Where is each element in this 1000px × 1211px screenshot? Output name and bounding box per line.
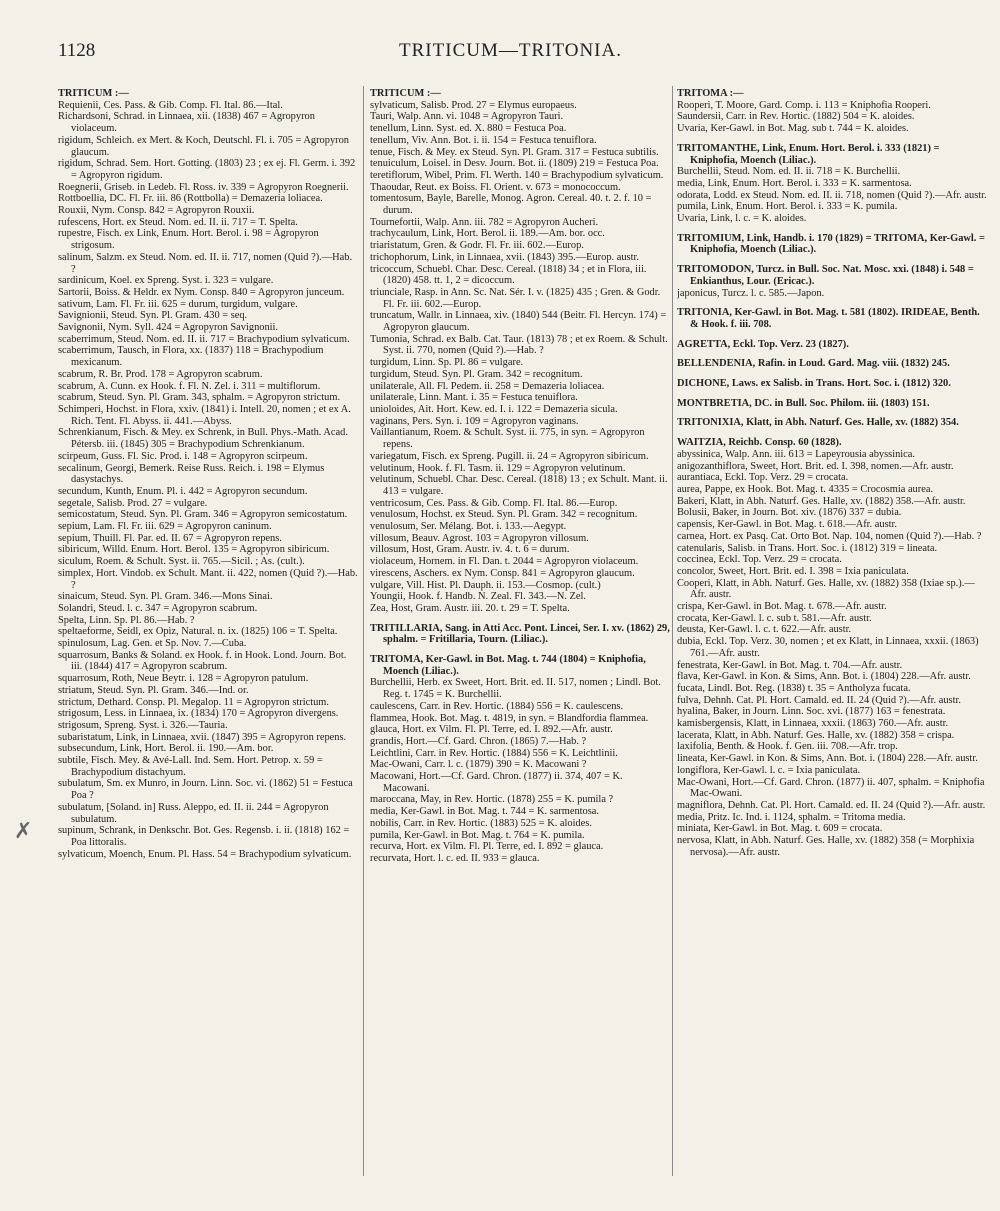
genus-heading: TRITONIA, Ker-Gawl. in Bot. Mag. t. 581 (1802). IRIDEAE, Benth. & Hook. f. iii. 708. xyxy=(677,307,980,330)
index-entry: Saundersii, Carr. in Rev. Hortic. (1882) 504 = K. aloides. xyxy=(677,111,915,123)
index-entry: secundum, Kunth, Enum. Pl. i. 442 = Agropyron secundum. xyxy=(58,485,308,497)
index-entry: strictum, Dethard. Consp. Pl. Megalop. 11 = Agropyron strictum. xyxy=(58,696,329,708)
index-entry: fenestrata, Ker-Gawl. in Bot. Mag. t. 704.—Afr. austr. xyxy=(677,659,903,671)
genus-heading: TRITICUM :— xyxy=(370,88,441,99)
column-right xyxy=(677,88,989,1168)
index-entry: Rottboellia, DC. Fl. Fr. iii. 86 (Rottbolla) = Demazeria loliacea. xyxy=(58,193,323,205)
index-entry: unilaterale, All. Fl. Pedem. ii. 258 = Demazeria loliacea. xyxy=(370,380,605,392)
index-entry: salinum, Salzm. ex Steud. Nom. ed. II. ii. 717, nomen (Quid ?).—Hab. ? xyxy=(58,251,353,275)
index-entry: pumila, Ker-Gawl. in Bot. Mag. t. 764 = K. pumila. xyxy=(370,829,585,841)
index-entry: coccinea, Eckl. Top. Verz. 29 = crocata. xyxy=(677,554,842,566)
index-entry: pumila, Link, Enum. Hort. Berol. i. 333 = K. pumila. xyxy=(677,201,898,213)
index-entry: Spelta, Linn. Sp. Pl. 86.—Hab. ? xyxy=(58,614,195,626)
index-entry: rufescens, Hort. ex Steud. Nom. ed. II. ii. 717 = T. Spelta. xyxy=(58,216,298,228)
index-entry: Mac-Owani, Carr. l. c. (1879) 390 = K. Macowani ? xyxy=(370,759,587,771)
index-entry: rupestre, Fisch. ex Link, Enum. Hort. Berol. i. 98 = Agropyron strigosum. xyxy=(58,228,319,252)
index-entry: nobilis, Carr. in Rev. Hortic. (1883) 525 = K. aloides. xyxy=(370,817,592,829)
index-entry: trachycaulum, Link, Hort. Berol. ii. 189.—Am. bor. occ. xyxy=(370,228,605,240)
index-entry: miniata, Ker-Gawl. in Bot. Mag. t. 609 = crocata. xyxy=(677,823,883,835)
index-entry: scirpeum, Guss. Fl. Sic. Prod. i. 148 = Agropyron scirpeum. xyxy=(58,450,308,462)
index-entry: Tournefortii, Walp. Ann. iii. 782 = Agropyron Aucheri. xyxy=(370,216,599,228)
index-entry: squarrosum, Roth, Neue Beytr. i. 128 = Agropyron patulum. xyxy=(58,673,309,685)
index-entry: odorata, Lodd. ex Steud. Nom. ed. II. ii. 718, nomen (Quid ?).—Afr. austr. xyxy=(677,189,987,201)
index-entry: magniflora, Dehnh. Cat. Pl. Hort. Camald. ed. II. 24 (Quid ?).—Afr. austr. xyxy=(677,799,986,811)
index-entry: deusta, Ker-Gawl. l. c. t. 622.—Afr. austr. xyxy=(677,624,852,636)
index-entry: trichophorum, Link, in Linnaea, xvii. (1843) 395.—Europ. austr. xyxy=(370,251,639,263)
index-entry: Solandri, Steud. l. c. 347 = Agropyron scabrum. xyxy=(58,602,258,614)
index-entry: venulosum, Hochst. ex Steud. Syn. Pl. Gram. 342 = recognitum. xyxy=(370,509,638,521)
index-entry: sardinicum, Koel. ex Spreng. Syst. i. 323 = vulgare. xyxy=(58,275,274,287)
index-entry: Bolusii, Baker, in Journ. Bot. xiv. (1876) 337 = dubia. xyxy=(677,507,902,519)
index-entry: Vaillantianum, Roem. & Schult. Syst. ii. 775, in syn. = Agropyron repens. xyxy=(370,427,645,451)
index-entry: media, Ker-Gawl. in Bot. Mag. t. 744 = K. sarmentosa. xyxy=(370,806,600,818)
index-entry: Tauri, Walp. Ann. vi. 1048 = Agropyron Tauri. xyxy=(370,111,564,123)
index-entry: velutinum, Schuebl. Char. Desc. Cereal. (1818) 13 ; ex Schult. Mant. ii. 413 = vulgare. xyxy=(370,474,668,497)
index-entry: abyssinica, Walp. Ann. iii. 613 = Lapeyrousia abyssinica. xyxy=(677,448,915,460)
index-entry: strigosum, Less. in Linnaea, ix. (1834) 170 = Agropyron divergens. xyxy=(58,708,339,720)
index-entry: tenellum, Linn. Syst. ed. X. 880 = Festuca Poa. xyxy=(370,123,567,135)
index-entry: Macowani, Hort.—Cf. Gard. Chron. (1877) ii. 374, 407 = K. Macowani. xyxy=(370,771,623,794)
index-entry: scabrum, Steud. Syn. Pl. Gram. 343, sphalm. = Agropyron strictum. xyxy=(58,392,341,404)
index-entry: sepium, Thuill. Fl. Par. ed. II. 67 = Agropyron repens. xyxy=(58,532,282,544)
index-entry: violaceum, Hornem. in Fl. Dan. t. 2044 = Agropyron violaceum. xyxy=(370,556,639,568)
index-entry: crocata, Ker-Gawl. l. c. sub t. 581.—Afr. austr. xyxy=(677,612,872,624)
index-entry: tenuiculum, Loisel. in Desv. Journ. Bot. ii. (1809) 219 = Festuca Poa. xyxy=(370,158,659,170)
index-entry: Zea, Host, Gram. Austr. iii. 20. t. 29 = T. Spelta. xyxy=(370,602,570,614)
index-entry: Burchellii, Steud. Nom. ed. II. ii. 718 = K. Burchellii. xyxy=(677,166,901,178)
index-entry: sylvaticum, Moench, Enum. Pl. Hass. 54 = Brachypodium sylvaticum. xyxy=(58,848,352,860)
index-entry: triunciale, Rasp. in Ann. Sc. Nat. Sér. I. v. (1825) 435 ; Gren. & Godr. Fl. Fr. iii. 602.—Europ. xyxy=(370,286,661,310)
index-entry: Bakeri, Klatt, in Abh. Naturf. Ges. Halle, xv. (1882) 358.—Afr. austr. xyxy=(677,495,966,507)
index-entry: Roegnerii, Griseb. in Ledeb. Fl. Ross. iv. 339 = Agropyron Roegnerii. xyxy=(58,181,349,193)
index-entry: rigidum, Schleich. ex Mert. & Koch, Deutschl. Fl. i. 705 = Agropyron glaucum. xyxy=(58,134,349,158)
index-entry: tricoccum, Schuebl. Char. Desc. Cereal. (1818) 34 ; et in Flora, iii. (1820) 458. tt. 1, 2 = dicoccum. xyxy=(370,263,647,287)
index-entry: Cooperi, Klatt, in Abh. Naturf. Ges. Halle, xv. (1882) 358 (Ixiae sp.).—Afr. austr. xyxy=(677,577,975,601)
index-entry: media, Pritz. Ic. Ind. i. 1124, sphalm. = Tritoma media. xyxy=(677,811,906,823)
index-entry: recurva, Hort. ex Vilm. Fl. Pl. Terre, ed. I. 892 = glauca. xyxy=(370,841,604,853)
index-entry: concolor, Sweet, Hort. Brit. ed. I. 398 = Ixia paniculata. xyxy=(677,565,909,577)
genus-heading: TRITOMANTHE, Link, Enum. Hort. Berol. i. 333 (1821) = Kniphofia, Moench (Liliac.). xyxy=(677,142,940,166)
index-entry: speltaeforme, Seidl, ex Opiz, Natural. n. ix. (1825) 106 = T. Spelta. xyxy=(58,626,338,638)
index-entry: Mac-Owani, Hort.—Cf. Gard. Chron. (1877) ii. 407, sphalm. = Kniphofia Mac-Owani. xyxy=(677,776,985,800)
index-entry: villosum, Host, Gram. Austr. iv. 4. t. 6 = durum. xyxy=(370,544,570,556)
index-entry: secalinum, Georgi, Bemerk. Reise Russ. Reich. i. 198 = Elymus dasystachys. xyxy=(58,462,325,486)
column-divider xyxy=(672,86,673,1176)
index-entry: Savignonii, Nym. Syll. 424 = Agropyron Savignonii. xyxy=(58,322,279,334)
index-entry: Thaoudar, Reut. ex Boiss. Fl. Orient. v. 673 = monococcum. xyxy=(370,181,621,193)
index-entry: lacerata, Klatt, in Abh. Naturf. Ges. Halle, xv. (1882) 358 = crispa. xyxy=(677,729,955,741)
index-entry: Requienii, Ces. Pass. & Gib. Comp. Fl. Ital. 86.—Ital. xyxy=(58,99,283,111)
index-entry: semicostatum, Steud. Syn. Pl. Gram. 346 = Agropyron semicostatum. xyxy=(58,509,348,521)
index-entry: longiflora, Ker-Gawl. l. c. = Ixia paniculata. xyxy=(677,764,861,776)
index-entry: caulescens, Carr. in Rev. Hortic. (1884) 556 = K. caulescens. xyxy=(370,700,624,712)
index-entry: venulosum, Ser. Mélang. Bot. i. 133.—Aegypt. xyxy=(370,521,567,533)
index-entry: Burchellii, Herb. ex Sweet, Hort. Brit. ed. II. 517, nomen ; Lindl. Bot. Reg. t. 1745 = K. Burchellii. xyxy=(370,677,661,701)
genus-heading: TRITONIXIA, Klatt, in Abh. Naturf. Ges. Halle, xv. (1882) 354. xyxy=(677,417,959,429)
index-entry: subaristatum, Link, in Linnaea, xvii. (1847) 395 = Agropyron repens. xyxy=(58,731,347,743)
index-entry: turgidum, Linn. Sp. Pl. 86 = vulgare. xyxy=(370,357,524,369)
genus-heading: TRITICUM :— xyxy=(58,88,129,99)
index-entry: Richardsoni, Schrad. in Linnaea, xii. (1838) 467 = Agropyron violaceum. xyxy=(58,111,315,135)
index-entry: crispa, Ker-Gawl. in Bot. Mag. t. 678.—Afr. austr. xyxy=(677,601,887,613)
index-entry: villosum, Beauv. Agrost. 103 = Agropyron villosum. xyxy=(370,532,589,544)
margin-mark: ✗ xyxy=(14,818,33,843)
index-entry: aurantiaca, Eckl. Top. Verz. 29 = crocata. xyxy=(677,472,849,484)
index-entry: scaberrimum, Steud. Nom. ed. II. ii. 717 = Brachypodium sylvaticum. xyxy=(58,333,350,345)
column-left xyxy=(58,88,358,1168)
index-entry: Tumonia, Schrad. ex Balb. Cat. Taur. (1813) 78 ; et ex Roem. & Schult. Syst. ii. 770, nomen (Quid ?).—Hab. ? xyxy=(370,333,668,357)
genus-heading: MONTBRETIA, DC. in Bull. Soc. Philom. iii. (1803) 151. xyxy=(677,397,930,409)
index-entry: japonicus, Turcz. l. c. 585.—Japon. xyxy=(677,287,825,299)
index-entry: velutinum, Hook. f. Fl. Tasm. ii. 129 = Agropyron velutinum. xyxy=(370,462,626,474)
index-entry: squarrosum, Banks & Soland. ex Hook. f. in Hook. Lond. Journ. Bot. iii. (1844) 417 = Agropyron scabrum. xyxy=(58,649,347,673)
index-entry: scabrum, R. Br. Prod. 178 = Agropyron scabrum. xyxy=(58,368,263,380)
running-head: TRITICUM—TRITONIA. xyxy=(399,40,622,61)
genus-heading: WAITZIA, Reichb. Consp. 60 (1828). xyxy=(677,437,842,449)
index-entry: siculum, Roem. & Schult. Syst. ii. 765.—Sicil. ; As. (cult.). xyxy=(58,556,305,568)
index-entry: tenue, Fisch. & Mey. ex Steud. Syn. Pl. Gram. 317 = Festuca subtilis. xyxy=(370,146,659,158)
index-entry: turgidum, Steud. Syn. Pl. Gram. 342 = recognitum. xyxy=(370,368,583,380)
index-entry: truncatum, Wallr. in Linnaea, xiv. (1840) 544 (Beitr. Fl. Hercyn. 174) = Agropyron glaucum. xyxy=(370,310,667,334)
index-entry: Schrenkianum, Fisch. & Mey. ex Schrenk, in Bull. Phys.-Math. Acad. Pétersb. iii. (1845) 305 = Brachypodium Schrenkianum. xyxy=(58,427,348,451)
index-entry: dubia, Eckl. Top. Verz. 30, nomen ; et ex Klatt, in Linnaea, xxxii. (1863) 761.—Afr. austr. xyxy=(677,636,979,659)
index-entry: variegatum, Fisch. ex Spreng. Pugill. ii. 24 = Agropyron sibiricum. xyxy=(370,450,649,462)
index-entry: aurea, Pappe, ex Hook. Bot. Mag. t. 4335 = Crocosmia aurea. xyxy=(677,483,934,495)
page-number: 1128 xyxy=(58,40,96,61)
index-entry: triaristatum, Gren. & Godr. Fl. Fr. iii. 602.—Europ. xyxy=(370,240,584,252)
index-entry: simplex, Hort. Vindob. ex Schult. Mant. ii. 422, nomen (Quid ?).—Hab. ? xyxy=(58,567,358,591)
index-entry: ventricosum, Ces. Pass. & Gib. Comp. Fl. Ital. 86.—Europ. xyxy=(370,497,618,509)
index-entry: strigosum, Spreng. Syst. i. 326.—Tauria. xyxy=(58,719,228,731)
genus-heading: DICHONE, Laws. ex Salisb. in Trans. Hort. Soc. i. (1812) 320. xyxy=(677,378,951,390)
index-entry: tenellum, Viv. Ann. Bot. i. ii. 154 = Festuca tenuiflora. xyxy=(370,134,597,146)
index-entry: media, Link, Enum. Hort. Berol. i. 333 = K. sarmentosa. xyxy=(677,177,912,189)
index-entry: capensis, Ker-Gawl. in Bot. Mag. t. 618.—Afr. austr. xyxy=(677,519,897,531)
index-entry: carnea, Hort. ex Pasq. Cat. Orto Bot. Nap. 104, nomen (Quid ?).—Hab. ? xyxy=(677,530,982,542)
genus-heading: TRITOMODON, Turcz. in Bull. Soc. Nat. Mosc. xxi. (1848) i. 548 = Enkianthus, Lour. (Ericac.). xyxy=(677,264,974,287)
index-entry: Rooperi, T. Moore, Gard. Comp. i. 113 = Kniphofia Rooperi. xyxy=(677,99,931,111)
index-entry: subsecundum, Link, Hort. Berol. ii. 190.—Am. bor. xyxy=(58,743,274,755)
index-entry: unilaterale, Linn. Mant. i. 35 = Festuca tenuiflora. xyxy=(370,392,578,404)
index-entry: fulva, Dehnh. Cat. Pl. Hort. Camald. ed. II. 24 (Quid ?).—Afr. austr. xyxy=(677,694,961,706)
index-entry: maroccana, May, in Rev. Hortic. (1878) 255 = K. pumila ? xyxy=(370,794,614,806)
index-entry: Uvaria, Link, l. c. = K. aloides. xyxy=(677,213,807,225)
index-entry: recurvata, Hort. l. c. ed. II. 933 = glauca. xyxy=(370,853,540,864)
index-entry: sylvaticum, Salisb. Prod. 27 = Elymus europaeus. xyxy=(370,99,577,111)
index-entry: Schimperi, Hochst. in Flora, xxiv. (1841) i. Intell. 20, nomen ; et ex A. Rich. Tent. Fl. Abyss. ii. 441.—Abyss. xyxy=(58,403,351,427)
index-entry: kamisbergensis, Klatt, in Linnaea, xxxii. (1863) 760.—Afr. austr. xyxy=(677,718,949,730)
genus-heading: TRITOMIUM, Link, Handb. i. 170 (1829) = TRITOMA, Ker-Gawl. = Kniphofia, Moench (Liliac.). xyxy=(677,232,985,256)
index-entry: unioloides, Ait. Hort. Kew. ed. I. i. 122 = Demazeria sicula. xyxy=(370,403,618,415)
index-entry: scabrum, A. Cunn. ex Hook. f. Fl. N. Zel. i. 311 = multiflorum. xyxy=(58,380,321,392)
column-middle xyxy=(370,88,670,1168)
index-entry: lineata, Ker-Gawl. in Kon. & Sims, Ann. Bot. i. (1804) 228.—Afr. austr. xyxy=(677,753,978,765)
column-divider xyxy=(363,86,364,1176)
index-entry: Savignionii, Steud. Syn. Pl. Gram. 430 = seq. xyxy=(58,310,248,322)
index-entry: segetale, Salisb. Prod. 27 = vulgare. xyxy=(58,497,208,509)
index-entry: glauca, Hort. ex Vilm. Fl. Pl. Terre, ed. I. 892.—Afr. austr. xyxy=(370,724,613,736)
index-entry: sinaicum, Steud. Syn. Pl. Gram. 346.—Mons Sinai. xyxy=(58,591,273,603)
index-entry: spinulosum, Lag. Gen. et Sp. Nov. 7.—Cuba. xyxy=(58,638,247,650)
genus-heading: BELLENDENIA, Rafin. in Loud. Gard. Mag. viii. (1832) 245. xyxy=(677,358,950,370)
index-entry: vaginans, Pers. Syn. i. 109 = Agropyron vaginans. xyxy=(370,415,579,427)
index-entry: striatum, Steud. Syn. Pl. Gram. 346.—Ind. or. xyxy=(58,684,249,696)
index-entry: subulatum, Sm. ex Munro, in Journ. Linn. Soc. vi. (1862) 51 = Festuca Poa ? xyxy=(58,778,353,802)
index-entry: flammea, Hook. Bot. Mag. t. 4819, in syn. = Blandfordia flammea. xyxy=(370,712,649,724)
genus-heading: TRITOMA :— xyxy=(677,88,744,99)
index-entry: catenularis, Salisb. in Trans. Hort. Soc. i. (1812) 319 = lineata. xyxy=(677,542,938,554)
index-entry: subulatum, [Soland. in] Russ. Aleppo, ed. II. ii. 244 = Agropyron subulatum. xyxy=(58,801,329,825)
index-entry: rigidum, Schrad. Sem. Hort. Gotting. (1803) 23 ; ex ej. Fl. Germ. i. 392 = Agropyron rigidum. xyxy=(58,158,356,181)
index-entry: tomentosum, Bayle, Barelle, Monog. Agron. Cereal. 40. t. 2. f. 10 = durum. xyxy=(370,193,652,217)
index-entry: scaberrimum, Tausch, in Flora, xx. (1837) 118 = Brachypodium mexicanum. xyxy=(58,345,324,369)
index-entry: teretiflorum, Wibel, Prim. Fl. Werth. 140 = Brachypodium sylvaticum. xyxy=(370,169,664,181)
index-entry: Sartorii, Boiss. & Heldr. ex Nym. Consp. 840 = Agropyron junceum. xyxy=(58,286,345,298)
index-entry: hyalina, Baker, in Journ. Linn. Soc. xvi. (1877) 163 = fenestrata. xyxy=(677,706,946,718)
index-entry: supinum, Schrank, in Denkschr. Bot. Ges. Regensb. i. ii. (1818) 162 = Poa littoralis. xyxy=(58,825,350,848)
genus-heading: TRITOMA, Ker-Gawl. in Bot. Mag. t. 744 (1804) = Kniphofia, Moench (Liliac.). xyxy=(370,654,646,677)
index-entry: nervosa, Klatt, in Abh. Naturf. Ges. Halle, xv. (1882) 358 (= Morphixia nervosa).—Afr. austr. xyxy=(677,835,975,858)
index-entry: sepium, Lam. Fl. Fr. iii. 629 = Agropyron caninum. xyxy=(58,521,272,533)
index-entry: fucata, Lindl. Bot. Reg. (1838) t. 35 = Antholyza fucata. xyxy=(677,682,911,694)
index-entry: Uvaria, Ker-Gawl. in Bot. Mag. sub t. 744 = K. aloides. xyxy=(677,123,909,135)
genus-heading: AGRETTA, Eckl. Top. Verz. 23 (1827). xyxy=(677,338,849,350)
index-entry: sativum, Lam. Fl. Fr. iii. 625 = durum, turgidum, vulgare. xyxy=(58,298,298,310)
page-header xyxy=(58,40,963,70)
index-entry: virescens, Aschers. ex Nym. Consp. 841 = Agropyron glaucum. xyxy=(370,567,635,579)
index-entry: vulgare, Vill. Hist. Pl. Dauph. ii. 153.—Cosmop. (cult.) xyxy=(370,579,601,591)
index-entry: Leichtlini, Carr. in Rev. Hortic. (1884) 556 = K. Leichtlinii. xyxy=(370,747,618,759)
index-entry: grandis, Hort.—Cf. Gard. Chron. (1865) 7.—Hab. ? xyxy=(370,735,587,747)
index-entry: flava, Ker-Gawl. in Kon. & Sims, Ann. Bot. i. (1804) 228.—Afr. austr. xyxy=(677,671,971,683)
index-entry: anigozanthiflora, Sweet, Hort. Brit. ed. I. 398, nomen.—Afr. austr. xyxy=(677,460,954,472)
index-entry: subtile, Fisch. Mey. & Avé-Lall. Ind. Sem. Hort. Petrop. x. 59 = Brachypodium distachyum. xyxy=(58,755,323,778)
index-entry: sibiricum, Willd. Enum. Hort. Berol. 135 = Agropyron sibiricum. xyxy=(58,544,330,556)
index-entry: laxifolia, Benth. & Hook. f. Gen. iii. 708.—Afr. trop. xyxy=(677,741,898,753)
index-entry: Rouxii, Nym. Consp. 842 = Agropyron Rouxii. xyxy=(58,205,255,217)
index-entry: Youngii, Hook. f. Handb. N. Zeal. Fl. 343.—N. Zel. xyxy=(370,591,586,603)
genus-heading: TRITILLARIA, Sang. in Atti Acc. Pont. Lincei, Ser. I. xv. (1862) 29, sphalm. = Fritillaria, Tourn. (Liliac.). xyxy=(370,622,670,646)
